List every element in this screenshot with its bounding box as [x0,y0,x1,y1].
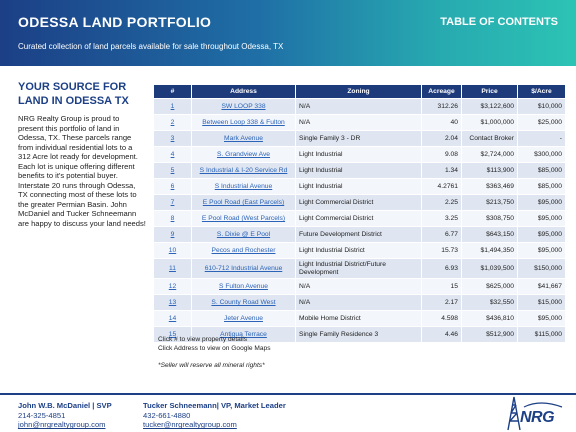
price-cell: $625,000 [462,279,518,295]
acreage-cell: 1.34 [422,163,462,179]
address-map-link[interactable]: S. County Road West [211,299,276,306]
address-map-link[interactable]: Pecos and Rochester [211,247,276,254]
page-title: ODESSA LAND PORTFOLIO [18,14,212,30]
col-header-address: Address [192,85,296,99]
address-map-link[interactable]: Antigua Terrace [220,331,267,338]
per-acre-cell: $95,000 [518,211,566,227]
property-number-link[interactable]: 12 [168,283,177,290]
per-acre-cell: $15,000 [518,295,566,311]
price-cell: $2,724,000 [462,147,518,163]
property-number-link[interactable]: 4 [170,151,175,158]
col-header-price: Price [462,85,518,99]
address-map-link[interactable]: Jeter Avenue [224,315,263,322]
zoning-cell: Single Family 3 - DR [296,131,422,147]
per-acre-cell: $300,000 [518,147,566,163]
col-header-per-acre: $/Acre [518,85,566,99]
acreage-cell: 4.2761 [422,179,462,195]
table-header-row [154,85,566,99]
per-acre-cell: $95,000 [518,195,566,211]
header-banner [0,0,576,66]
acreage-cell: 2.17 [422,295,462,311]
address-map-link[interactable]: SW LOOP 338 [221,103,266,110]
table-row [154,259,566,279]
property-number-link[interactable]: 3 [170,135,175,142]
price-cell: $436,810 [462,311,518,327]
property-number-link[interactable]: 14 [168,315,177,322]
property-number-link[interactable]: 10 [168,247,177,254]
address-map-link[interactable]: S. Grandview Ave [216,151,271,158]
zoning-cell: N/A [296,279,422,295]
contact-email-link[interactable]: john@nrgrealtygroup.com [18,420,106,430]
acreage-cell: 6.93 [422,259,462,279]
per-acre-cell: - [518,131,566,147]
address-map-link[interactable]: Mark Avenue [224,135,263,142]
zoning-cell: Mobile Home District [296,311,422,327]
address-map-link[interactable]: Between Loop 338 & Fulton [202,119,285,126]
price-cell: $643,150 [462,227,518,243]
property-number-link[interactable]: 15 [168,331,177,338]
per-acre-cell: $41,667 [518,279,566,295]
property-number-link[interactable]: 9 [170,231,175,238]
sidebar-heading: YOUR SOURCE FOR LAND IN ODESSA TX [18,81,129,107]
acreage-cell: 4.46 [422,327,462,343]
per-acre-cell: $25,000 [518,115,566,131]
zoning-cell: Light Industrial District [296,243,422,259]
oil-derrick-icon [508,397,520,430]
price-cell: $1,494,350 [462,243,518,259]
acreage-cell: 40 [422,115,462,131]
table-row [154,147,566,163]
per-acre-cell: $95,000 [518,227,566,243]
acreage-cell: 312.26 [422,99,462,115]
acreage-cell: 15.73 [422,243,462,259]
acreage-cell: 2.04 [422,131,462,147]
acreage-cell: 4.598 [422,311,462,327]
property-number-link[interactable]: 7 [170,199,175,206]
acreage-cell: 6.77 [422,227,462,243]
contact-john [18,401,112,430]
zoning-cell: N/A [296,115,422,131]
address-map-link[interactable]: 610-712 Industrial Avenue [204,265,283,272]
table-row [154,115,566,131]
logo-wordmark: NRG [520,409,555,426]
zoning-cell: Light Industrial [296,179,422,195]
per-acre-cell: $10,000 [518,99,566,115]
price-cell: $363,469 [462,179,518,195]
property-number-link[interactable]: 5 [170,167,175,174]
property-table [153,84,566,343]
address-map-link[interactable]: S Fulton Avenue [219,283,268,290]
table-notes [158,336,271,353]
table-row [154,243,566,259]
table-row [154,195,566,211]
per-acre-cell: $115,000 [518,327,566,343]
zoning-cell: Light Commercial District [296,195,422,211]
table-row [154,99,566,115]
address-map-link[interactable]: E Pool Road (West Parcels) [201,215,286,222]
price-cell: $1,000,000 [462,115,518,131]
table-row [154,227,566,243]
contact-phone: 432-661-4880 [143,410,191,420]
footer-divider [0,393,576,395]
zoning-cell: N/A [296,295,422,311]
price-cell: $213,750 [462,195,518,211]
contact-phone: 214-325-4851 [18,410,66,420]
price-cell: $512,900 [462,327,518,343]
acreage-cell: 9.08 [422,147,462,163]
zoning-cell: N/A [296,99,422,115]
col-header-acreage: Acreage [422,85,462,99]
table-row [154,179,566,195]
table-of-contents-label: TABLE OF CONTENTS [440,16,558,28]
per-acre-cell: $95,000 [518,243,566,259]
price-cell: $308,750 [462,211,518,227]
zoning-cell: Light Commercial District [296,211,422,227]
acreage-cell: 15 [422,279,462,295]
property-number-link[interactable]: 11 [169,265,176,272]
acreage-cell: 2.25 [422,195,462,211]
price-cell: $1,039,500 [462,259,518,279]
logo-arc [524,403,562,407]
address-map-link[interactable]: E Pool Road (East Parcels) [202,199,285,206]
contact-name: John W.B. McDaniel | SVP [18,401,112,410]
per-acre-cell: $85,000 [518,179,566,195]
per-acre-cell: $95,000 [518,311,566,327]
table-row [154,131,566,147]
property-number-link[interactable]: 1 [170,103,175,110]
property-number-link[interactable]: 2 [170,119,175,126]
zoning-cell: Light Industrial [296,147,422,163]
page-subtitle: Curated collection of land parcels available for sale throughout Odessa, TX [18,42,284,51]
price-cell: Contact Broker [462,131,518,147]
per-acre-cell: $150,000 [518,259,566,279]
zoning-cell: Light Industrial [296,163,422,179]
note-click-address: Click Address to view on Google Maps [158,344,271,352]
price-cell: $32,550 [462,295,518,311]
address-map-link[interactable]: S Industrial & I-20 Service Rd [199,167,288,174]
property-number-link[interactable]: 8 [170,215,175,222]
table-row [154,279,566,295]
mineral-rights-note: *Seller will reserve all mineral rights* [158,362,265,369]
contact-tucker [143,401,286,430]
note-click-number: Click # to view property details [158,336,248,343]
contact-email-link[interactable]: tucker@nrgrealtygroup.com [143,420,237,430]
zoning-cell: Light Industrial District/Future Development [296,259,422,279]
property-number-link[interactable]: 13 [168,299,177,306]
col-header-zoning: Zoning [296,85,422,99]
table-row [154,295,566,311]
acreage-cell: 3.25 [422,211,462,227]
table-row [154,311,566,327]
property-number-link[interactable]: 6 [170,183,175,190]
zoning-cell: Future Development District [296,227,422,243]
per-acre-cell: $85,000 [518,163,566,179]
address-map-link[interactable]: S. Dixie @ E Pool [216,231,271,238]
table-row [154,211,566,227]
col-header-number: # [154,85,192,99]
price-cell: $113,900 [462,163,518,179]
table-row [154,163,566,179]
sidebar-description: NRG Realty Group is proud to present this portfolio of land in Odessa, TX. These parcels range from individual residential lots to a 312 Acre lot ready for development. Each lot is unique offering different benefits to it's potential buyer. Interstate 20 runs through Odessa, TX connecting most of these lots to the greater Permian Basin. John McDaniel and Tucker Schneemann are happy to discuss your land needs! [18,114,146,228]
zoning-cell: Single Family Residence 3 [296,327,422,343]
address-map-link[interactable]: S Industrial Avenue [214,183,273,190]
price-cell: $3,122,600 [462,99,518,115]
contact-name: Tucker Schneemann| VP, Market Leader [143,401,286,410]
